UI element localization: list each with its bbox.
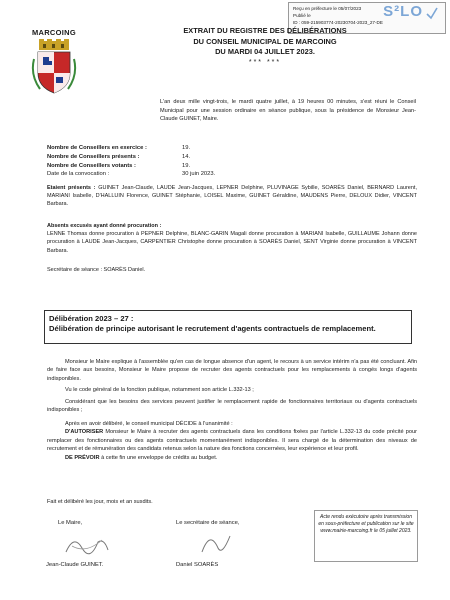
mayor-title: Le Maire,	[58, 520, 83, 526]
stamp-published: Publié le	[293, 13, 311, 18]
count-row	[47, 170, 215, 179]
stamp-check-icon	[425, 6, 439, 20]
paragraph-legal-basis: Vu le code général de la fonction publique, notamment son article L.332-13 ;	[65, 387, 254, 393]
absents-list: LENNE Thomas donne procuration à PEPNER Delphine, BLANC-GARIN Magali donne procuration à MARIANI Isabelle, GUILLAUME Johann donne procuration à LAUDE Jean-Jacques, CARPENTIER Christophe donne procuration à SOARÈS Daniel, SENT Virginie donne procuration à VINCENT Barbara.	[47, 231, 417, 254]
header-line-1: EXTRAIT DU REGISTRE DES DÉLIBÉRATIONS	[183, 26, 347, 35]
count-value: 30 juin 2023.	[182, 171, 216, 178]
decision-lead: Après en avoir délibéré, le conseil municipal DÉCIDE à l'unanimité :	[65, 421, 233, 427]
decision-1-keyword: D'AUTORISER	[65, 429, 104, 436]
deliberation-box	[44, 310, 412, 344]
town-logo	[28, 28, 80, 100]
slo-logo: S²LO	[383, 3, 423, 20]
absents-label: Absents excusés ayant donné procuration :	[47, 223, 162, 229]
secretary-signature	[196, 528, 236, 558]
count-value: 19.	[182, 145, 191, 151]
council-counts	[47, 144, 215, 179]
stamp-id: ID : 059-215903774-20230704-2023_27-DE	[293, 20, 383, 25]
coat-of-arms-icon	[30, 39, 78, 95]
town-name: MARCOING	[31, 28, 77, 37]
decision-2-keyword: DE PRÉVOIR	[65, 454, 100, 461]
document-header	[140, 26, 390, 68]
deliberation-number: Délibération 2023 – 27 :	[49, 314, 134, 323]
count-value: 14.	[182, 153, 191, 160]
decision-2-text: à cette fin une enveloppe de crédits au budget.	[99, 454, 218, 461]
intro-paragraph: L'an deux mille vingt-trois, le mardi quatre juillet, à 19 heures 00 minutes, s'est réuni le Conseil Municipal pour une session ordinaire en séance publique, sous la présidence de Monsieur Jean-Claude GUINET, Maire.	[160, 99, 416, 123]
header-separator: *** ***	[248, 58, 282, 66]
closing-line: Fait et délibéré les jour, mois et an susdits.	[47, 499, 153, 505]
presents-section	[47, 184, 417, 209]
secretary-section	[47, 266, 417, 274]
secretary-line: Secrétaire de séance : SOARÈS Daniel.	[47, 267, 146, 273]
header-line-2: DU CONSEIL MUNICIPAL DE MARCOING	[193, 36, 337, 46]
count-row	[47, 153, 215, 162]
count-label: Date de la convocation :	[47, 171, 110, 178]
decision-section	[47, 420, 417, 462]
paragraph-context: Monsieur le Maire explique à l'assemblée qu'en cas de longue absence d'un agent, le recours à un service intérim n'a pas été concluant. Afin de faire face aux besoins, Monsieur le Maire propose de recruter des agents contractuels pour les remplacements à congés longs d'agents indisponibles.	[47, 359, 417, 382]
absents-section	[47, 222, 417, 255]
count-label: Nombre de Conseillers votants :	[47, 162, 136, 169]
presents-label: Etaient présents :	[47, 185, 96, 191]
secretary-title: Le secrétaire de séance,	[176, 520, 240, 526]
header-line-3: DU MARDI 04 JUILLET 2023.	[215, 47, 315, 56]
presents-list: GUINET Jean-Claude, LAUDE Jean-Jacques, LEPNER Delphine, PLUVINAGE Sybille, SOARÈS Daniel, BERNARD Laurent, MARIANI Isabelle, D'HALLUIN Florence, GUINET Stéphanie, LOISEL Maxime, GUINET Géraldine, MAUDENS Pierre, DELOUX Didier, VINCENT Barbara.	[47, 185, 417, 208]
execution-notice: Acte rendu exécutoire après transmission en sous-préfecture et publication sur le site www.mairie-marcoing.fr le 05 juillet 2023.	[314, 510, 418, 562]
mayor-signature	[62, 530, 112, 558]
count-label: Nombre de Conseillers présents :	[47, 153, 140, 160]
stamp-received: Reçu en préfecture le 05/07/2023	[293, 6, 362, 11]
count-row	[47, 162, 215, 171]
count-value: 19.	[182, 162, 191, 169]
count-label: Nombre de Conseillers en exercice :	[47, 145, 147, 151]
count-row	[47, 144, 215, 153]
paragraph-considering: Considérant que les besoins des services peuvent justifier le remplacement rapide de fonctionnaires territoriaux ou d'agents contractuels indisponibles ;	[47, 399, 417, 414]
decision-1-text: Monsieur le Maire à recruter des agents contractuels dans les conditions fixées par l'article L.332-13 du code précité pour remplacer des fonctionnaires ou des agents contractuels momentanément indisponibles. Il sera chargé de la détermination des niveaux de recrutement et de rémunération des candidats retenus selon la nature des fonctions concernées, leur expérience et leur profil.	[47, 429, 417, 453]
secretary-name: Daniel SOARÈS	[176, 562, 219, 568]
mayor-name: Jean-Claude GUINET.	[46, 562, 104, 568]
deliberation-title: Délibération de principe autorisant le recrutement d'agents contractuels de remplacement.	[49, 323, 376, 333]
